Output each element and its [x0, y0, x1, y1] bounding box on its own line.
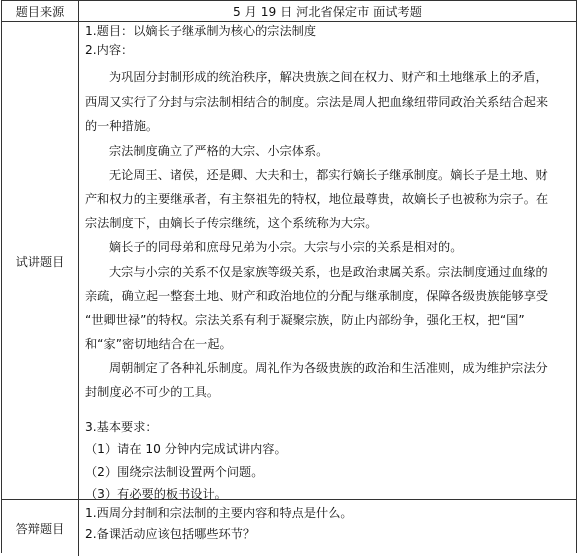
source-value: 5 月 19 日 河北省保定市 面试考题 — [233, 4, 422, 19]
content-line: 宗法制度确立了严格的大宗、小宗体系。 — [109, 144, 329, 158]
content-line: 亲疏，确立起一整套土地、财产和政治地位的分配与继承制度，保障各级贵族能够享受 — [85, 289, 549, 303]
defense-question: 2.备课活动应该包括哪些环节？ — [85, 527, 256, 541]
trial-lecture-label: 试讲题目 — [2, 22, 79, 500]
content-line: 封制度必不可少的工具。 — [85, 385, 220, 399]
defense-label: 答辩题目 — [2, 500, 79, 556]
content-line: 宗法制度下，由嫡长子传宗继统，这个系统称为大宗。 — [85, 216, 378, 230]
content-line: “世卿世禄”的特权。宗法关系有利于凝聚宗族，防止内部纷争，强化王权，把“国” — [85, 313, 525, 327]
content-line: 和“家”密切地结合在一起。 — [85, 337, 232, 351]
content-line: 嫡长子的同母弟和庶母兄弟为小宗。大宗与小宗的关系是相对的。 — [109, 240, 463, 254]
defense-question: 1.西周分封制和宗法制的主要内容和特点是什么。 — [85, 506, 353, 520]
content-line: 的一种措施。 — [85, 119, 159, 133]
defense-content — [79, 500, 576, 556]
content-line: 无论周王、诸侯，还是卿、大夫和士，都实行嫡长子继承制度。嫡长子是土地、财 — [109, 168, 548, 182]
requirement-item: （2）围绕宗法制设置两个问题。 — [85, 465, 264, 479]
source-row — [2, 1, 576, 21]
source-label: 题目来源 — [2, 1, 79, 21]
content-line: 大宗与小宗的关系不仅是家族等级关系，也是政治隶属关系。宗法制度通过血缘的 — [109, 265, 548, 279]
content-line: 西周又实行了分封与宗法制相结合的制度。宗法是周人把血缘纽带同政治关系结合起来 — [85, 95, 549, 109]
requirement-item: （1）请在 10 分钟内完成试讲内容。 — [85, 442, 287, 456]
content-line: 为巩固分封制形成的统治秩序，解决贵族之间在权力、财产和土地继承上的矛盾， — [109, 70, 548, 84]
defense-row — [2, 499, 576, 556]
requirements-heading: 3.基本要求： — [85, 420, 158, 434]
trial-lecture-content — [79, 22, 576, 500]
content-heading: 2.内容： — [85, 43, 134, 57]
topic-line: 1.题目：以嫡长子继承制为核心的宗法制度 — [85, 24, 317, 38]
trial-lecture-row — [2, 21, 576, 500]
exam-table — [1, 0, 577, 553]
requirement-item: （3）有必要的板书设计。 — [85, 487, 227, 501]
content-line: 周朝制定了各种礼乐制度。周礼作为各级贵族的政治和生活准则，成为维护宗法分 — [109, 361, 548, 375]
content-line: 产和权力的主要继承者，有主祭祖先的特权，地位最尊贵，故嫡长子也被称为宗子。在 — [85, 192, 549, 206]
